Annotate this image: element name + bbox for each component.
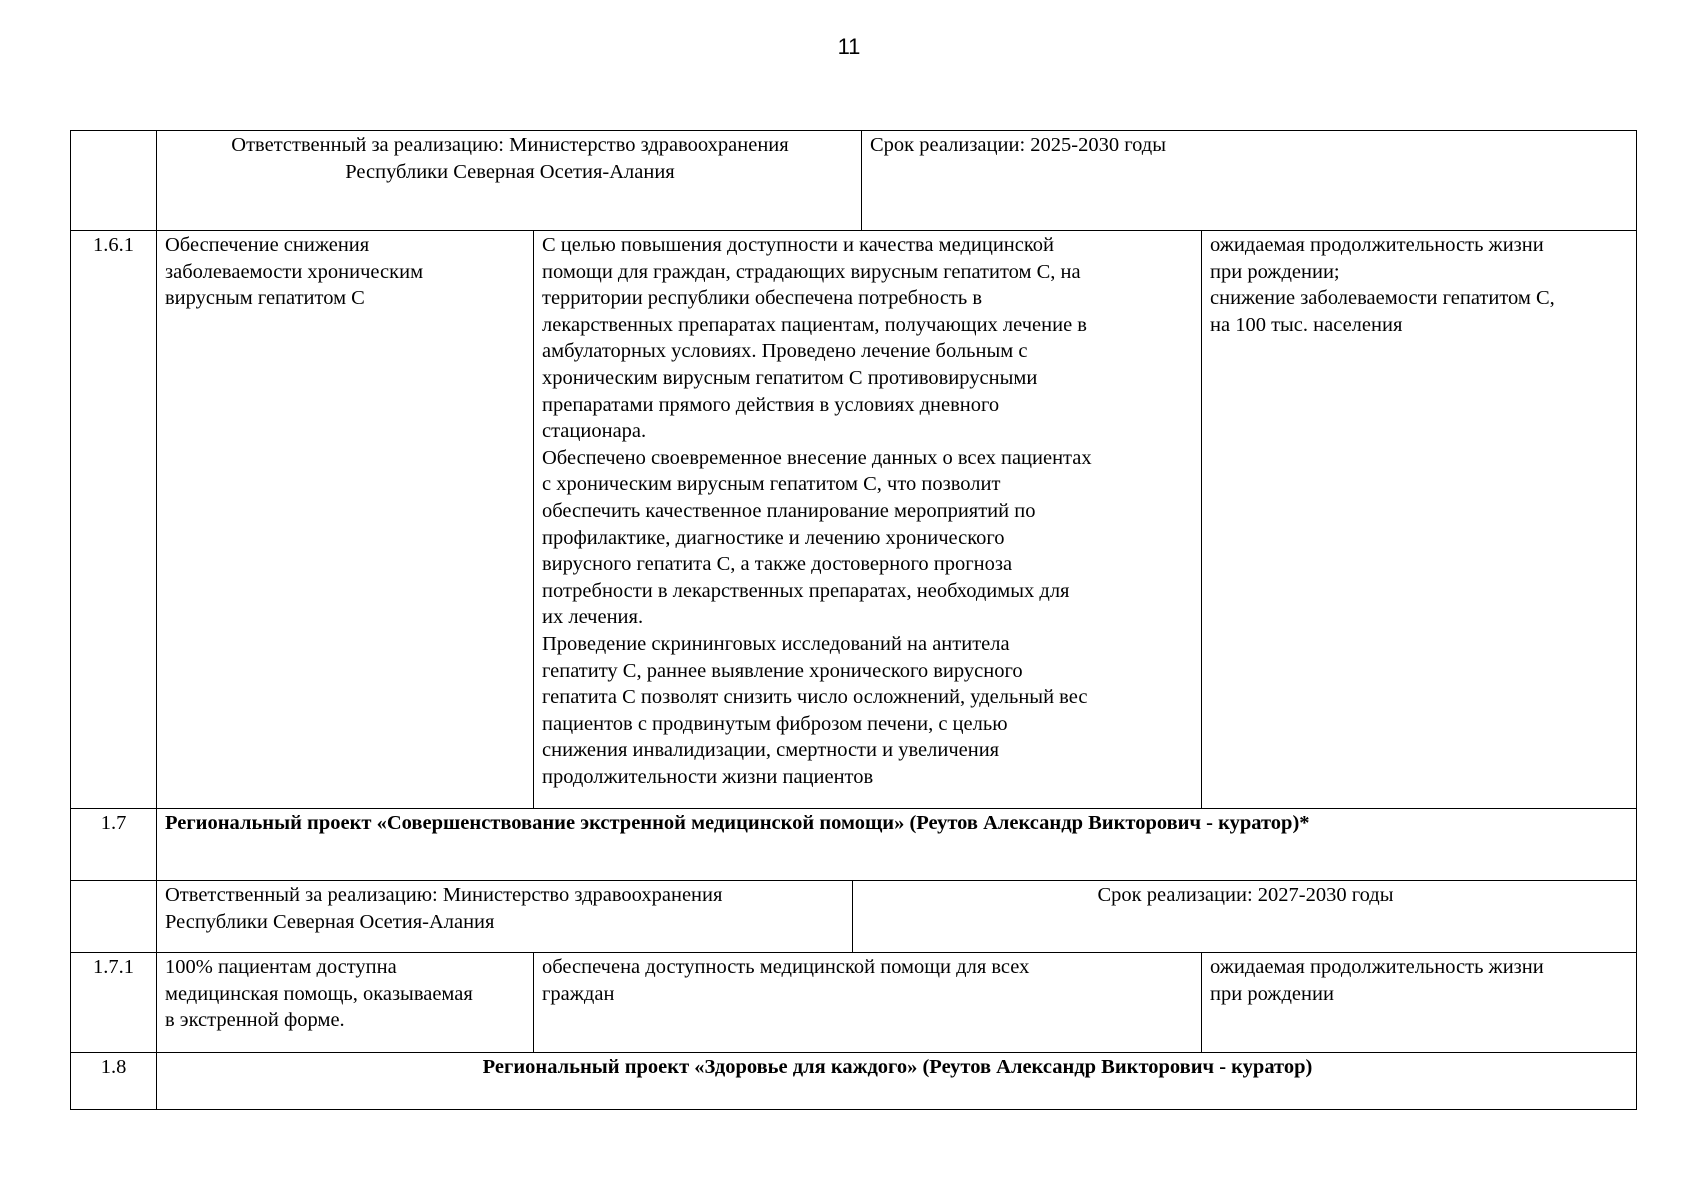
row-number-cell: 1.8 [70, 1052, 157, 1110]
task-cell: 100% пациентам доступна медицинская помощь, оказываемая в экстренной форме. [156, 952, 534, 1053]
row-number-cell: 1.7.1 [70, 952, 157, 1053]
indicators-cell: ожидаемая продолжительность жизни при рождении [1201, 952, 1637, 1053]
description-cell: обеспечена доступность медицинской помощи для всех граждан [533, 952, 1202, 1053]
row-number-cell: 1.7 [70, 808, 157, 881]
term-cell: Срок реализации: 2027-2030 годы [852, 880, 1637, 953]
row-number-cell [70, 130, 157, 231]
responsible-cell: Ответственный за реализацию: Министерство здравоохранения Республики Северная Осетия-Алания [156, 130, 862, 231]
regional-project-title: Региональный проект «Совершенствование экстренной медицинской помощи» (Реутов Александр Викторович - куратор)* [156, 808, 1637, 881]
term-cell: Срок реализации: 2025-2030 годы [861, 130, 1637, 231]
responsible-cell: Ответственный за реализацию: Министерство здравоохранения Республики Северная Осетия-Алания [156, 880, 853, 953]
description-cell: С целью повышения доступности и качества медицинской помощи для граждан, страдающих вирусным гепатитом С, на территории республики обеспечена потребность в лекарственных препаратах пациентам, получающих лечение в амбулаторных условиях. Проведено лечение больным с хроническим вирусным гепатитом С противовирусными препаратами прямого действия в условиях дневного стационара. Обеспечено своевременное внесение данных о всех пациентах с хроническим вирусным гепатитом С, что позволит обеспечить качественное планирование мероприятий по профилактике, диагностике и лечению хронического вирусного гепатита С, а также достоверного прогноза потребности в лекарственных препаратах, необходимых для их лечения. Проведение скрининговых исследований на антитела гепатиту С, раннее выявление хронического вирусного гепатита С позволят снизить число осложнений, удельный вес пациентов с продвинутым фиброзом печени, с целью снижения инвалидизации, смертности и увеличения продолжительности жизни пациентов [533, 230, 1202, 809]
task-cell: Обеспечение снижения заболеваемости хроническим вирусным гепатитом С [156, 230, 534, 809]
regional-project-title: Региональный проект «Здоровье для каждого» (Реутов Александр Викторович - куратор) [156, 1052, 1637, 1110]
page-number: 11 [837, 34, 861, 59]
row-number-cell: 1.6.1 [70, 230, 157, 809]
row-number-cell [70, 880, 157, 953]
indicators-cell: ожидаемая продолжительность жизни при рождении; снижение заболеваемости гепатитом С, на 100 тыс. населения [1201, 230, 1637, 809]
